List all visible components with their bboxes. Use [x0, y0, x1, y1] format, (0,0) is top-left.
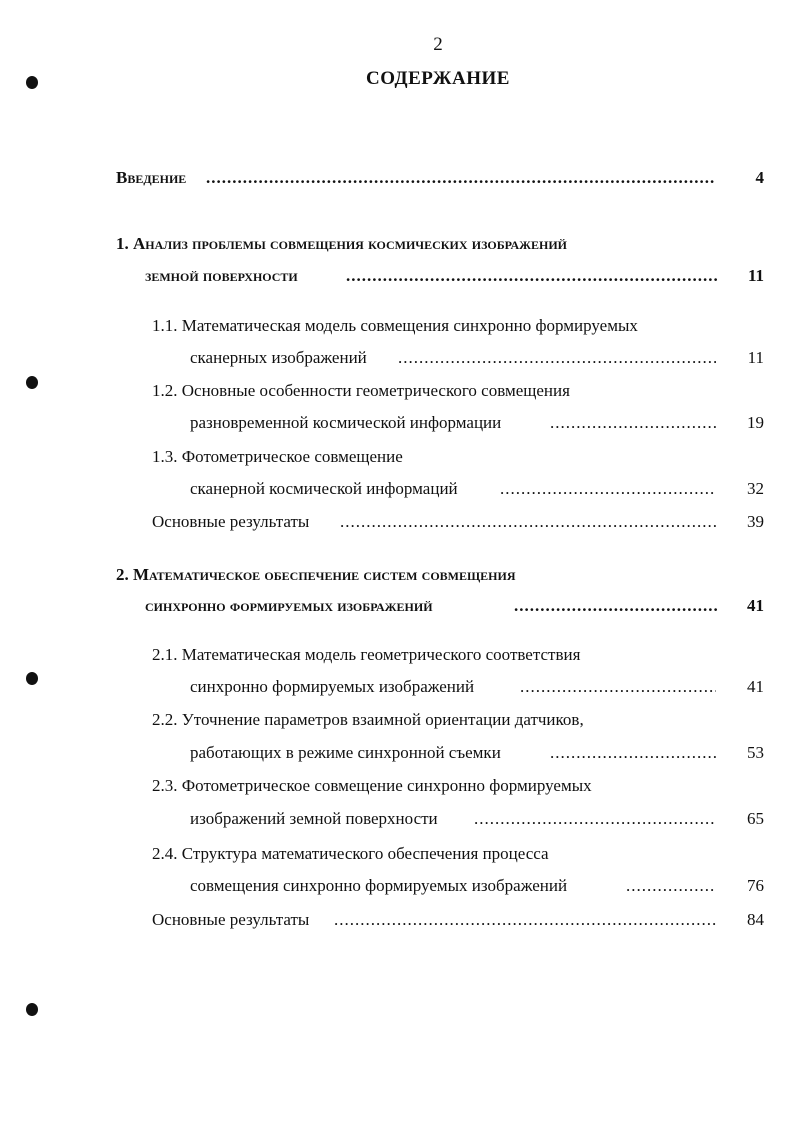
toc-entry-title: земной поверхности [145, 266, 298, 285]
leader-dots [346, 264, 717, 288]
toc-entry-title: разновременной космической информации [190, 413, 502, 432]
toc-entry-title: Введение [116, 168, 187, 187]
toc-page-number: 84 [747, 910, 764, 929]
toc-section-2-4-continuation[interactable] [0, 874, 794, 898]
toc-entry-title: 1. Анализ проблемы совмещения космических изображений [116, 234, 568, 253]
leader-dots [398, 346, 716, 370]
toc-page-number: 39 [747, 512, 764, 531]
toc-section-2-4[interactable] [0, 842, 794, 866]
toc-entry-title: изображений земной поверхности [190, 809, 438, 828]
toc-entry-title: 2.1. Математическая модель геометрического соответствия [152, 645, 581, 664]
toc-page-number: 41 [747, 596, 764, 615]
binder-hole-4 [26, 1003, 38, 1016]
toc-entry-title: 2.3. Фотометрическое совмещение синхронно формируемых [152, 776, 592, 795]
toc-page-number: 11 [747, 348, 764, 367]
toc-entry-title: 2. Математическое обеспечение систем совмещения [116, 565, 516, 584]
toc-section-1-3-continuation[interactable] [0, 477, 794, 501]
toc-entry-title: сканерных изображений [190, 348, 367, 367]
toc-section-1-1[interactable] [0, 314, 794, 338]
toc-chapter-1-heading[interactable] [0, 232, 794, 256]
toc-chapter-2-heading[interactable] [0, 563, 794, 587]
toc-page-number: 32 [747, 479, 764, 498]
toc-chapter-1-continuation[interactable] [0, 264, 794, 288]
leader-dots [626, 874, 716, 898]
leader-dots [500, 477, 716, 501]
leader-dots [474, 807, 716, 831]
toc-results-1[interactable] [0, 510, 794, 534]
toc-page-number: 65 [747, 809, 764, 828]
toc-entry-title: синхронно формируемых изображений [190, 677, 475, 696]
toc-entry-title: сканерной космической информаций [190, 479, 458, 498]
toc-entry-title: 1.2. Основные особенности геометрического совмещения [152, 381, 570, 400]
toc-page-number: 11 [747, 266, 764, 285]
toc-section-1-2[interactable] [0, 379, 794, 403]
toc-section-2-2-continuation[interactable] [0, 741, 794, 765]
toc-page-number: 4 [755, 168, 764, 187]
leader-dots [334, 908, 716, 932]
toc-entry-introduction[interactable] [0, 166, 794, 190]
toc-entry-title: работающих в режиме синхронной съемки [190, 743, 501, 762]
toc-section-2-2[interactable] [0, 708, 794, 732]
toc-section-2-1[interactable] [0, 643, 794, 667]
page-number: 2 [433, 34, 443, 55]
toc-entry-title: Основные результаты [152, 910, 310, 929]
page-title: СОДЕРЖАНИЕ [366, 68, 510, 89]
toc-page-number: 53 [747, 743, 764, 762]
toc-entry-title: совмещения синхронно формируемых изображений [190, 876, 568, 895]
toc-section-1-3[interactable] [0, 445, 794, 469]
toc-section-1-2-continuation[interactable] [0, 411, 794, 435]
toc-entry-title: 1.1. Математическая модель совмещения синхронно формируемых [152, 316, 638, 335]
toc-results-2[interactable] [0, 908, 794, 932]
toc-entry-title: 1.3. Фотометрическое совмещение [152, 447, 403, 466]
toc-page-number: 19 [747, 413, 764, 432]
leader-dots [206, 166, 716, 190]
toc-page-number: 76 [747, 876, 764, 895]
leader-dots [550, 411, 716, 435]
leader-dots [514, 594, 717, 618]
leader-dots [550, 741, 716, 765]
leader-dots [520, 675, 716, 699]
toc-section-1-1-continuation[interactable] [0, 346, 794, 370]
toc-section-2-3-continuation[interactable] [0, 807, 794, 831]
toc-chapter-2-continuation[interactable] [0, 594, 794, 618]
toc-entry-title: 2.4. Структура математического обеспечения процесса [152, 844, 549, 863]
toc-page-number: 41 [747, 677, 764, 696]
toc-section-2-3[interactable] [0, 774, 794, 798]
leader-dots [340, 510, 716, 534]
toc-entry-title: синхронно формируемых изображений [145, 596, 433, 615]
toc-entry-title: Основные результаты [152, 512, 310, 531]
toc-entry-title: 2.2. Уточнение параметров взаимной ориентации датчиков, [152, 710, 584, 729]
toc-section-2-1-continuation[interactable] [0, 675, 794, 699]
binder-hole-1 [26, 76, 38, 89]
